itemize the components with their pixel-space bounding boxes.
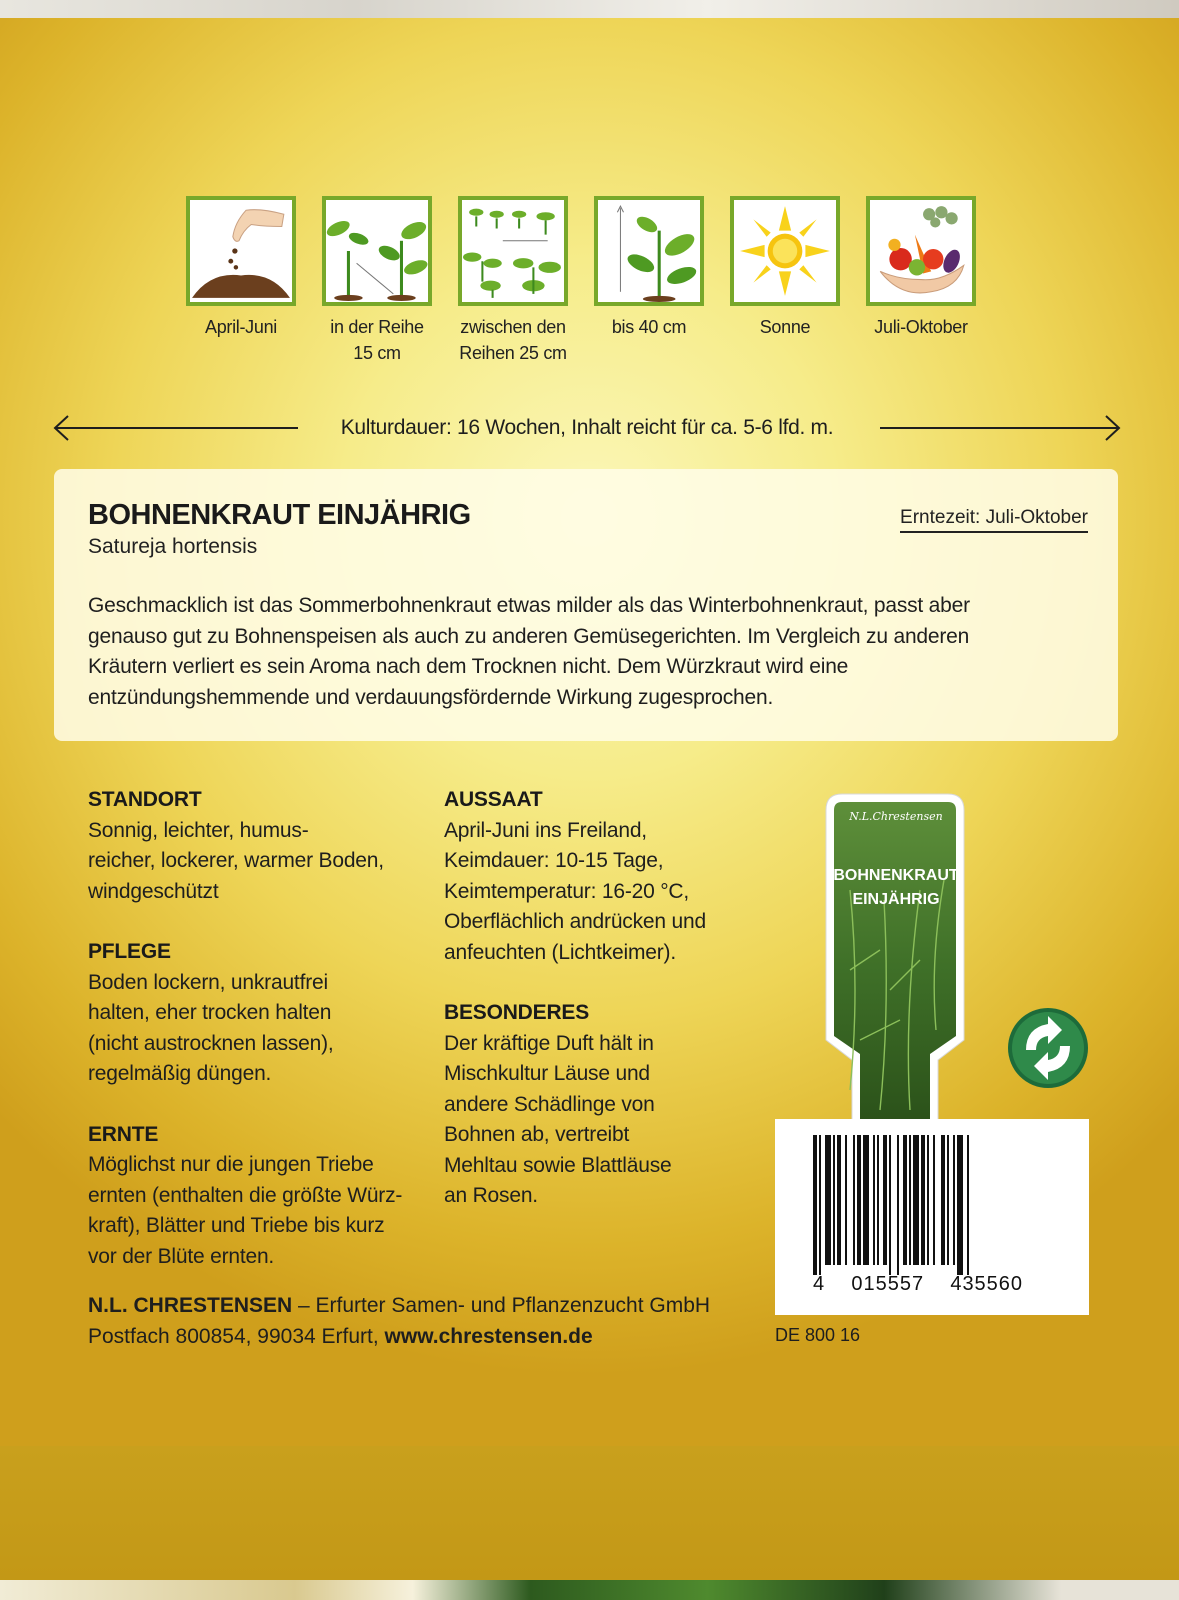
barcode-bar — [853, 1135, 855, 1265]
article-number: DE 800 16 — [775, 1325, 861, 1345]
barcode — [775, 1119, 1089, 1315]
section-title: ERNTE — [88, 1122, 159, 1146]
section-text: Sonnig, leichter, humus- reicher, lockerer, warmer Boden, windgeschützt — [88, 818, 384, 903]
tag-title-line: BOHNENKRAUT — [833, 867, 959, 884]
icon-label: zwischen den Reihen 25 cm — [459, 317, 567, 363]
company-website[interactable]: www.chrestensen.de — [384, 1324, 593, 1348]
company-address: Postfach 800854, 99034 Erfurt, — [88, 1324, 385, 1348]
section-title: STANDORT — [88, 788, 202, 811]
barcode-bar — [825, 1135, 831, 1265]
section-text: Der kräftige Duft hält in Mischkultur Läuse und andere Schädlinge von Bohnen ab, vertreibt Mehltau sowie Blattläuse an Rosen. — [444, 1031, 672, 1207]
barcode-number: 4 015557 435560 — [813, 1273, 1024, 1295]
plant-height-icon — [594, 196, 704, 306]
harvest-time-label: Erntezeit: Juli-Oktober — [900, 507, 1088, 533]
duration-text: Kulturdauer: 16 Wochen, Inhalt reicht für ca. 5-6 lfd. m. — [340, 416, 834, 439]
sun-icon — [730, 196, 840, 306]
icon-harvest-time — [861, 196, 981, 340]
section-title: AUSSAAT — [444, 788, 543, 811]
tag-brand: N.L.Chrestensen — [849, 810, 943, 823]
bottom-gold-band — [0, 1446, 1179, 1580]
icon-label: Sonne — [759, 317, 811, 337]
barcode-bar — [953, 1135, 955, 1265]
barcode-bar — [857, 1135, 861, 1265]
cultivation-duration — [52, 408, 1122, 448]
icon-plant-height — [589, 196, 709, 340]
barcode-bar — [837, 1135, 841, 1265]
barcode-bar — [863, 1135, 869, 1265]
top-photo-strip — [0, 0, 1179, 18]
barcode-bar — [933, 1135, 935, 1265]
bottom-photo-strip — [0, 1580, 1179, 1600]
icon-label: Juli-Oktober — [874, 317, 968, 337]
sowing-time-icon — [186, 196, 296, 306]
icon-label: bis 40 cm — [611, 317, 687, 337]
icon-label: April-Juni — [204, 317, 278, 337]
barcode-bar — [877, 1135, 879, 1265]
barcode-bar — [873, 1135, 875, 1265]
company-line — [88, 1322, 710, 1353]
company-info — [88, 1291, 710, 1352]
section-text: Möglichst nur die jungen Triebe ernten (enthalten die größte Würz- kraft), Blätter und Triebe bis kurz vor der Blüte ernten. — [88, 1153, 403, 1268]
recycling-icon — [1006, 1006, 1090, 1090]
section-text: Boden lockern, unkrautfrei halten, eher trocken halten (nicht austrocknen lassen), regelmäßig düngen. — [88, 970, 334, 1085]
section-text: April-Juni ins Freiland, Keimdauer: 10-15 Tage, Keimtemperatur: 16-20 °C, Oberflächlich andrücken und anfeuchten (Lichtkeimer). — [444, 818, 706, 964]
product-description: Geschmacklich ist das Sommerbohnenkraut etwas milder als das Winterbohnenkraut, passt aber genauso gut zu Bohnenspeisen als auch zu anderen Gemüsegerichten. Im Vergleich zu anderen Kräutern verliert es sein Aroma nach dem Trocknen nicht. Dem Würzkraut wird eine entzündungshemmende und verdauungsfördernde Wirkung zugesprochen. — [88, 594, 970, 709]
icon-label: in der Reihe 15 cm — [330, 317, 424, 363]
barcode-bar — [903, 1135, 907, 1265]
tag-title-line: EINJÄHRIG — [852, 891, 940, 908]
barcode-bar — [883, 1135, 887, 1265]
barcode-bar — [921, 1135, 925, 1265]
barcode-bar — [819, 1135, 821, 1275]
harvest-time-icon — [866, 196, 976, 306]
right-info-column — [444, 785, 774, 1242]
company-name: N.L. CHRESTENSEN — [88, 1294, 293, 1317]
icon-row-spacing — [317, 196, 437, 366]
product-info-card — [54, 469, 1118, 741]
row-spacing-icon — [322, 196, 432, 306]
icon-sowing-time — [181, 196, 301, 340]
barcode-bar — [897, 1135, 899, 1275]
latin-name: Satureja hortensis — [88, 535, 258, 558]
barcode-bar — [909, 1135, 911, 1265]
barcode-bar — [927, 1135, 929, 1265]
company-line — [88, 1291, 710, 1322]
cultivation-icons — [186, 196, 986, 376]
product-title: BOHNENKRAUT EINJÄHRIG — [88, 499, 471, 531]
barcode-bar — [845, 1135, 847, 1265]
barcode-bar — [957, 1135, 963, 1275]
barcode-bar — [913, 1135, 919, 1265]
between-rows-icon — [458, 196, 568, 306]
icon-sun — [725, 196, 845, 340]
icon-between-rows — [453, 196, 573, 366]
section-title: BESONDERES — [444, 1001, 590, 1024]
barcode-bar — [813, 1135, 817, 1275]
barcode-bar — [967, 1135, 969, 1275]
section-title: PFLEGE — [88, 940, 171, 963]
plant-label-tag — [820, 790, 970, 1130]
barcode-bar — [947, 1135, 949, 1265]
company-tagline: – Erfurter Samen- und Pflanzenzucht GmbH — [292, 1294, 711, 1317]
barcode-bar — [833, 1135, 835, 1265]
barcode-bar — [941, 1135, 945, 1265]
left-info-column — [88, 785, 448, 1302]
barcode-bar — [889, 1135, 891, 1275]
tag-title — [830, 864, 962, 912]
